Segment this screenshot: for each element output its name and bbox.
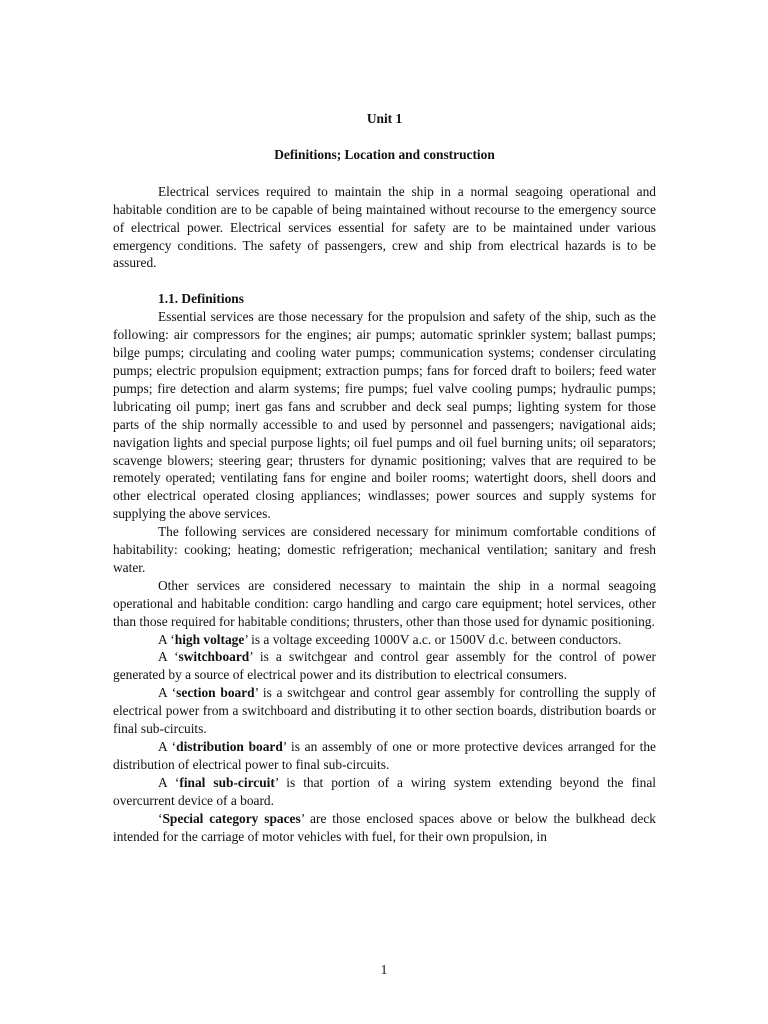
definition-term: switchboard: [178, 649, 250, 665]
definition-section-board: [113, 684, 656, 738]
definition-text: ’ is an assembly of one or more protective devices arranged for the distribution of electrical power to final sub-circuits.: [113, 739, 656, 772]
definition-term: section board: [176, 685, 255, 701]
definition-high-voltage: [113, 631, 656, 649]
habitability-paragraph: The following services are considered necessary for minimum comfortable conditions of habitability: cooking; heating; domestic refrigeration; mechanical ventilation; sanitary and fresh water.: [113, 524, 656, 575]
definition-final-sub-circuit: [113, 774, 656, 810]
definition-distribution-board: [113, 738, 656, 774]
definition-prefix: A ‘: [158, 631, 175, 647]
definition-term: distribution board: [176, 739, 283, 754]
essential-services-paragraph: Essential services are those necessary for the propulsion and safety of the ship, such as the following: air compressors for the engines; air pumps; automatic sprinkler system; ballast pumps; bilge pumps; circulating and cooling water pumps; communication systems; condenser circulating pumps; electric propulsion equipment; extraction pumps; fans for forced draft to boilers; feed water pumps; fire detection and alarm systems; fire pumps; fuel valve cooling pumps; hydraulic pumps; lubricating oil pump; inert gas fans and scrubber and deck seal pumps; lighting system for those parts of the ship normally accessible to and used by personnel and passengers; navigational aids; navigation lights and special purpose lights; oil fuel pumps and oil fuel burning units; oil separators; scavenge blowers; steering gear; thrusters for dynamic positioning; valves that are required to be remotely operated; ventilating fans for engine and boiler rooms; watertight doors, shell doors and other electrical operated closing appliances; windlasses; power sources and supply systems for supplying the above services.: [113, 309, 656, 522]
definition-text: ’ is a voltage exceeding 1000V a.c. or 1500V d.c. between conductors.: [244, 631, 622, 647]
definition-special-category-spaces: [113, 810, 656, 846]
other-services-paragraph: Other services are considered necessary to maintain the ship in a normal seagoing operational and habitable condition: cargo handling and cargo care equipment; hotel services, other than those required for habitable conditions; thrusters, other than those used for dynamic positioning.: [113, 577, 656, 629]
definition-switchboard: [113, 648, 656, 684]
definition-text: ’ are those enclosed spaces above or below the bulkhead deck intended for the carriage of motor vehicles with fuel, for their own propulsion, in: [113, 810, 656, 844]
definition-prefix: A ‘: [158, 774, 180, 790]
definition-term: high voltage: [174, 631, 245, 647]
definition-term: final sub-circuit: [179, 774, 275, 790]
definition-prefix: A ‘: [158, 739, 177, 754]
chapter-title: Definitions; Location and construction: [274, 146, 495, 162]
definition-prefix: A ‘: [158, 685, 177, 701]
definition-text: ’ is a switchgear and control gear assembly for controlling the supply of electrical power from a switchboard and distributing it to other section boards, distribution boards or final sub-circuits.: [113, 685, 656, 737]
intro-paragraph: Electrical services required to maintain the ship in a normal seagoing operational and habitable condition are to be capable of being maintained without recourse to the emergency source of electrical power. Electrical services essential for safety are to be maintained under various emergency conditions. The safety of passengers, crew and ship from electrical hazards is to be assured.: [113, 183, 656, 271]
definition-text: ’ is that portion of a wiring system extending beyond the final overcurrent device of a board.: [113, 774, 657, 808]
section-heading: 1.1. Definitions: [158, 291, 244, 307]
definition-term: Special category spaces: [162, 810, 301, 826]
document-page: [113, 110, 656, 845]
definition-prefix: A ‘: [158, 649, 179, 665]
unit-title: Unit 1: [366, 111, 403, 126]
definition-text: ’ is a switchgear and control gear assembly for the control of power generated by a source of electrical power and its distribution to electrical consumers.: [113, 649, 656, 683]
definition-prefix: ‘: [158, 810, 163, 826]
page-number: 1: [380, 962, 388, 977]
